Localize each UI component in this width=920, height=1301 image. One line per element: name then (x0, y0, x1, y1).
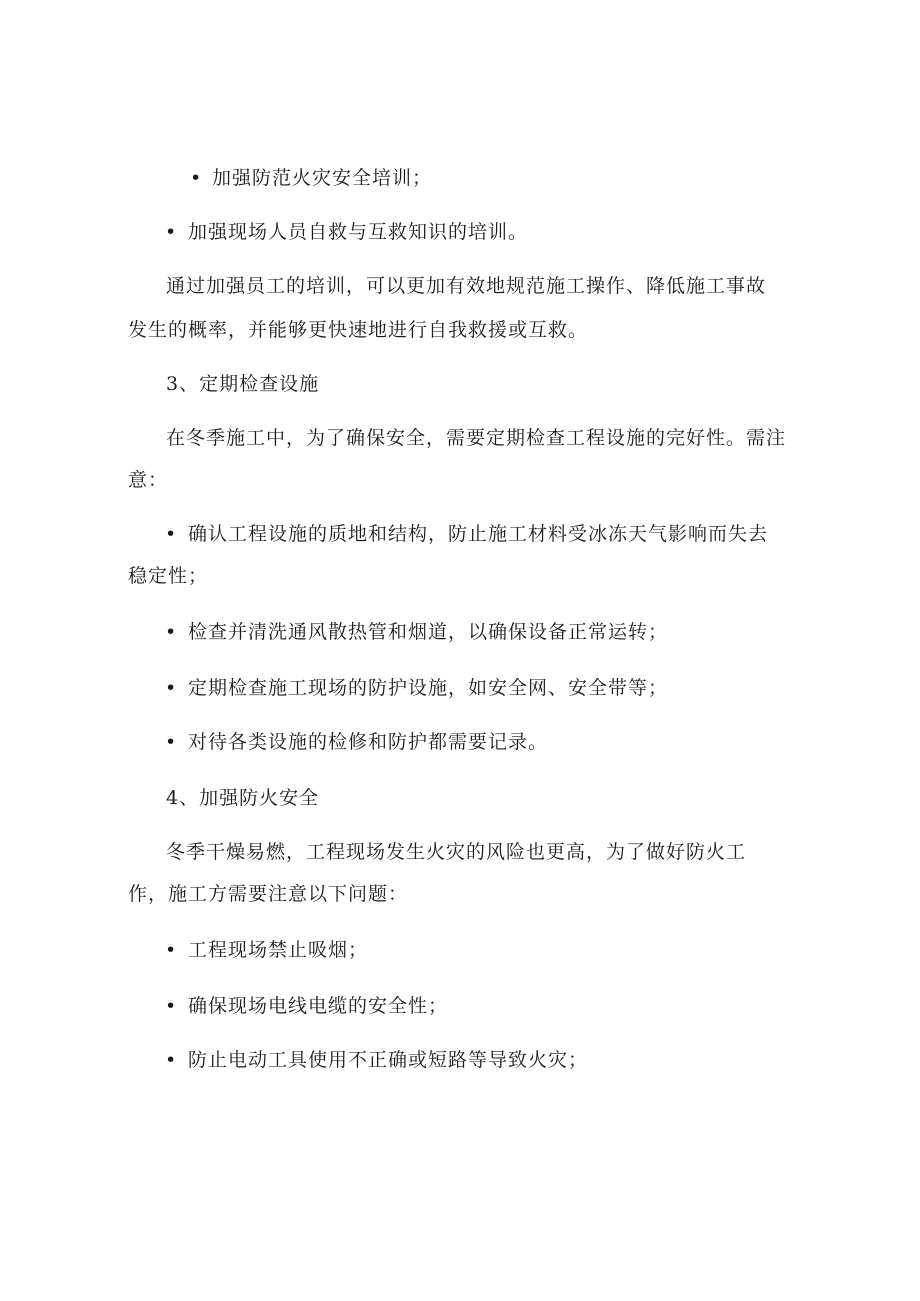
bullet-marker: • (165, 939, 177, 961)
bullet-item: 加强现场人员自救与互救知识的培训。 (188, 221, 529, 243)
bullet-marker: • (165, 677, 177, 699)
bullet-marker: • (190, 167, 202, 189)
bullet-marker: • (165, 995, 177, 1017)
bullet-item: 确认工程设施的质地和结构，防止施工材料受冰冻天气影响而失去 (188, 523, 769, 545)
bullet-item: 确保现场电线电缆的安全性； (188, 995, 449, 1017)
bullet-marker: • (165, 221, 177, 243)
bullet-item: 对待各类设施的检修和防护都需要记录。 (188, 731, 549, 753)
bullet-marker: • (165, 1049, 177, 1071)
bullet-item-continuation: 稳定性； (128, 565, 209, 587)
paragraph-line: 冬季干燥易燃，工程现场发生火灾的风险也更高，为了做好防火工 (166, 841, 747, 863)
section-heading: 4、加强防火安全 (166, 787, 320, 809)
bullet-item: 防止电动工具使用不正确或短路等导致火灾； (188, 1049, 589, 1071)
bullet-item: 加强防范火灾安全培训； (212, 167, 433, 189)
paragraph-line: 在冬季施工中，为了确保安全，需要定期检查工程设施的完好性。需注 (166, 427, 787, 449)
bullet-item: 检查并清洗通风散热管和烟道，以确保设备正常运转； (188, 621, 669, 643)
paragraph-line: 意： (128, 469, 169, 491)
bullet-marker: • (165, 621, 177, 643)
bullet-marker: • (165, 731, 177, 753)
section-heading: 3、定期检查设施 (166, 373, 320, 395)
bullet-item: 工程现场禁止吸烟； (188, 939, 369, 961)
paragraph-line: 发生的概率，并能够更快速地进行自我救援或互救。 (128, 319, 589, 341)
bullet-marker: • (165, 523, 177, 545)
bullet-item: 定期检查施工现场的防护设施，如安全网、安全带等； (188, 677, 669, 699)
paragraph-line: 通过加强员工的培训，可以更加有效地规范施工操作、降低施工事故 (166, 275, 767, 297)
paragraph-line: 作，施工方需要注意以下问题： (128, 883, 409, 905)
